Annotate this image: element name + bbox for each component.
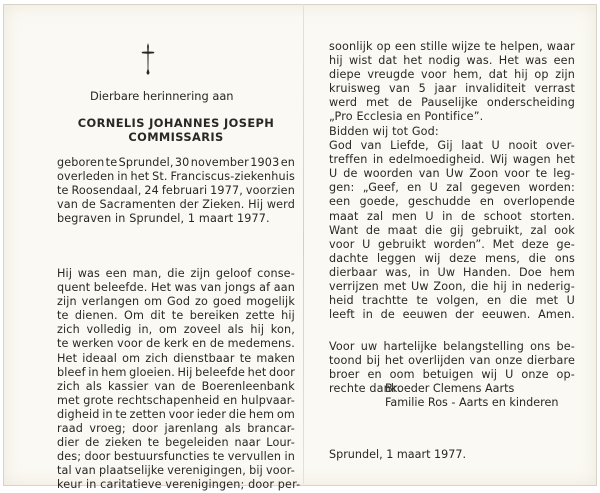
text-line: „Pro Ecclesia en Pontifice”. [329, 110, 484, 124]
text-line: gen: „Geef, en U zal gegeven worden: [329, 181, 575, 195]
text-line: overleden in het St. Franciscus-ziekenhuis [57, 170, 295, 184]
text-line: bleef in hem gloeien. Hij beleefde het door [57, 365, 295, 379]
text-line: te Roosendaal, 24 februari 1977, voorzien [57, 184, 295, 198]
deceased-name [57, 116, 295, 144]
text-line: Voor uw hartelijke belangstelling ons be- [329, 340, 575, 353]
text-line: God van Liefde, Gij laat U nooit over- [329, 139, 575, 153]
biography-continued-paragraph [329, 40, 575, 125]
text-line: dierbaar was, in Uw Handen. Doe hem [329, 265, 575, 279]
text-line: zijn verlangen om God zo goed mogelijk [57, 295, 295, 309]
text-line: rechte dank. [329, 382, 402, 396]
text-line: Hij was een man, die zijn geloof conse- [57, 267, 295, 280]
text-line: voor U gebruikt worden”. Met deze ge- [329, 237, 575, 251]
text-line: te dienen. Om dit te bereiken zette hij [57, 309, 295, 323]
text-line: U de woorden van Uw Zoon voor te leg- [329, 167, 575, 181]
text-line: Het ideaal om zich dienstbaar te maken [57, 351, 295, 365]
text-line: digheid in te zetten voor ieder die hem om [57, 407, 295, 421]
text-line: soonlijk op een stille wijze te helpen, waar [329, 40, 575, 53]
text-line: Bidden wij tot God: [329, 125, 439, 138]
latin-cross-icon [141, 42, 155, 76]
text-line: met grote rechtschapenheid en hulpvaar- [57, 393, 295, 407]
prayer-paragraph [329, 125, 575, 322]
text-line: een goede, geschudde en overlopende [329, 195, 575, 209]
text-line: begraven in Sprundel, 1 maart 1977. [57, 212, 270, 226]
text-line: diepe vreugde voor hem, dat hij op zijn [329, 68, 575, 82]
text-line: dier de zieken te begeleiden naar Lour- [57, 436, 295, 450]
text-line: van de Sacramenten der Zieken. Hij werd [57, 198, 295, 212]
text-line: quent beleefde. Het was van jongs af aan [57, 281, 295, 295]
signature-brother: Broeder Clemens Aarts [385, 382, 515, 395]
text-line: Want de maat die gij gebruikt, zal ook [329, 223, 575, 237]
remembrance-heading: Dierbare herinnering aan [90, 89, 234, 103]
text-line: des; door bestuursfuncties te vervullen in [57, 450, 295, 464]
text-line: zich als kassier van de Boerenleenbank [57, 379, 295, 393]
deceased-name-line1: CORNELIS JOHANNES JOSEPH [77, 116, 275, 130]
text-line: toond bij het overlijden van onze dierbare [329, 354, 575, 368]
signature-family: Familie Ros - Aarts en kinderen [385, 396, 559, 409]
place-date: Sprundel, 1 maart 1977. [329, 448, 467, 461]
text-line: verrijzen met Uw Zoon, die hij in nederig- [329, 280, 575, 294]
text-line: treffen in edelmoedigheid. Wij wagen het [329, 153, 575, 167]
text-line: tal van plaatselijke verenigingen, bij voor- [57, 464, 295, 478]
text-line: broer en oom betuigen wij U onze op- [329, 368, 575, 382]
text-line: leeft in de eeuwen der eeuwen. Amen. [329, 308, 575, 322]
text-line: maat zal men U in de schoot storten. [329, 209, 575, 223]
card-fold-line [303, 4, 304, 484]
text-line: zich volledig in, om zoveel als hij kon, [57, 323, 295, 337]
text-line: geboren te Sprundel, 30 november 1903 en [57, 156, 295, 169]
birth-death-paragraph [57, 156, 295, 226]
text-line: werd met de Pauselijke onderscheiding [329, 96, 575, 110]
text-line: dachte leggen wij deze mens, die ons [329, 251, 575, 265]
text-line: keur in caritatieve verenigingen; door per- [57, 478, 301, 492]
text-line: raad vroeg; door jarenlang als brancar- [57, 422, 295, 436]
biography-paragraph [57, 267, 301, 493]
deceased-name-line2: COMMISSARIS [128, 130, 224, 144]
text-line: kruisweg van 5 jaar invaliditeit verrast [329, 82, 575, 96]
text-line: heid trachtte te volgen, en die met U [329, 294, 575, 308]
text-line: hij wist dat het nodig was. Het was een [329, 54, 575, 68]
text-line: te werken voor de kerk en de medemens. [57, 337, 295, 351]
